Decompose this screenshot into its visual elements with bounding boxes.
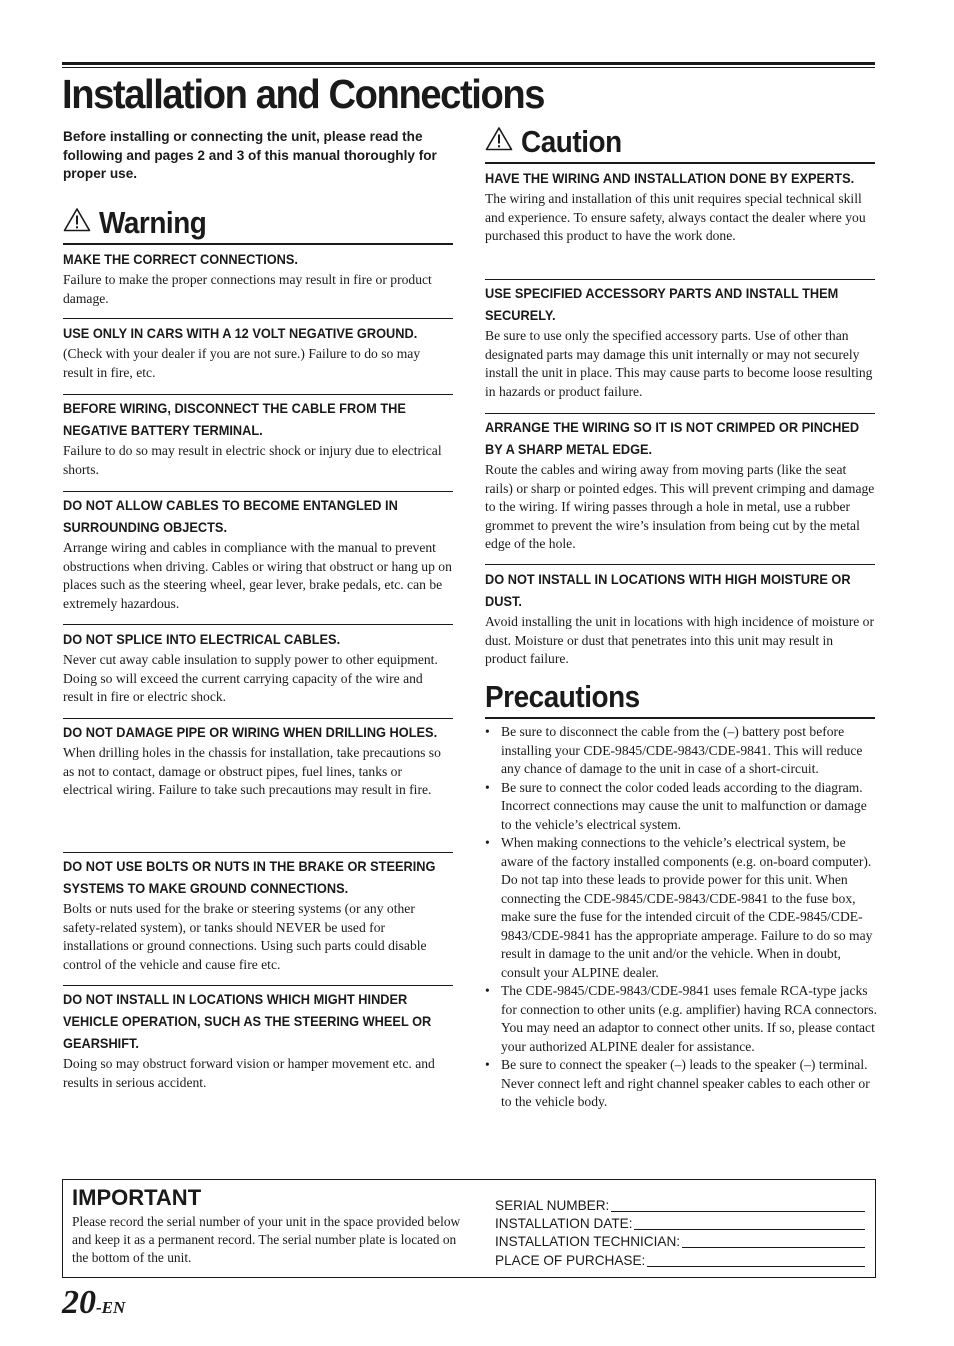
divider [485,413,875,414]
divider [63,852,453,853]
warning-item [63,495,453,613]
caution-triangle-icon [485,121,513,161]
divider [63,718,453,719]
warning-item-heading: DO NOT SPLICE INTO ELECTRICAL CABLES. [63,632,341,647]
warning-heading: Warning [63,203,453,245]
caution-item-heading: HAVE THE WIRING AND INSTALLATION DONE BY EXPERTS. [485,171,855,186]
field-label: INSTALLATION DATE: [495,1216,633,1231]
caution-item-body: Route the cables and wiring away from moving parts (like the seat rails) or sharp or pointed edges. This will prevent crimping and damage to the wiring. If wiring passes through a hole in metal, use a rubber grommet to prevent the wire’s insulation from being cut by the metal edge of the hole. [485,462,875,551]
warning-item-heading: DO NOT DAMAGE PIPE OR WIRING WHEN DRILLING HOLES. [63,725,438,740]
caution-item-body: Avoid installing the unit in locations with high incidence of moisture or dust. Moisture or dust that penetrates into this unit may result in product failure. [485,614,874,666]
page-title: Installation and Connections [62,71,545,117]
warning-item [63,398,453,479]
installation-date-field [495,1214,865,1232]
caution-item [485,283,875,401]
warning-item-body: Bolts or nuts used for the brake or steering systems (or any other safety-related system), or tanks should NEVER be used for installations or ground connections. Using such parts could disable control of the vehicle and cause fire etc. [63,901,427,972]
page-number: 20-EN [62,1284,126,1321]
divider [485,564,875,565]
place-of-purchase-field [495,1251,865,1269]
divider [63,318,453,319]
installation-technician-field [495,1232,865,1250]
write-in-line [634,1229,865,1230]
write-in-line [647,1266,865,1267]
warning-triangle-icon [63,202,91,242]
warning-item-heading: MAKE THE CORRECT CONNECTIONS. [63,252,298,267]
warning-item [63,629,453,707]
warning-item-body: When drilling holes in the chassis for installation, take precautions so as not to contact, damage or obstruct pipes, fuel lines, tanks or electrical wiring. Failure to take such precautions may result in fire. [63,745,441,797]
divider [485,279,875,280]
warning-item-heading: DO NOT INSTALL IN LOCATIONS WHICH MIGHT HINDER VEHICLE OPERATION, SUCH AS THE STEERING WHEEL OR GEARSHIFT. [63,992,432,1051]
field-label: PLACE OF PURCHASE: [495,1253,646,1268]
warning-item-heading: DO NOT ALLOW CABLES TO BECOME ENTANGLED IN SURROUNDING OBJECTS. [63,498,398,535]
warning-item [63,989,453,1092]
precautions-heading: Precautions [485,677,875,719]
list-item: • Be sure to connect the color coded leads according to the diagram. Incorrect connections may cause the unit to malfunction or damage to the vehicle’s electrical system. [485,779,877,835]
caution-heading: Caution [485,122,875,164]
divider [63,985,453,986]
warning-item [63,722,453,800]
important-box [62,1179,876,1278]
warning-item-body: Arrange wiring and cables in compliance with the manual to prevent obstructions when driving. Cables or wiring that obstruct or hang up on places such as the steering wheel, gear lever, brake pedals, etc. can be extremely hazardous. [63,540,452,611]
warning-item-body: (Check with your dealer if you are not sure.) Failure to do so may result in fire, etc. [63,346,421,380]
page-suffix: -EN [96,1298,126,1317]
field-label: SERIAL NUMBER: [495,1198,610,1213]
divider [63,624,453,625]
write-in-line [682,1247,865,1248]
caution-item [485,168,875,246]
warning-item-heading: USE ONLY IN CARS WITH A 12 VOLT NEGATIVE GROUND. [63,326,418,341]
list-item: • Be sure to connect the speaker (–) leads to the speaker (–) terminal. Never connect left and right channel speaker cables to each other or to the vehicle body. [485,1056,877,1112]
list-item: • The CDE-9845/CDE-9843/CDE-9841 uses female RCA-type jacks for connection to other units (e.g. amplifier) having RCA connectors. You may need an adaptor to connect other units. If so, please contact your authorized ALPINE dealer for assistance. [485,982,877,1056]
caution-item-heading: ARRANGE THE WIRING SO IT IS NOT CRIMPED OR PINCHED BY A SHARP METAL EDGE. [485,420,860,457]
important-text: Please record the serial number of your unit in the space provided below and keep it as a permanent record. The serial number plate is located on the bottom of the unit. [72,1214,461,1265]
divider [63,491,453,492]
caution-item-body: Be sure to use only the specified accessory parts. Use of other than designated parts may damage this unit internally or may not securely install the unit in place. This may cause parts to become loose resulting in hazards or product failure. [485,328,873,399]
warning-item-heading: BEFORE WIRING, DISCONNECT THE CABLE FROM THE NEGATIVE BATTERY TERMINAL. [63,401,406,438]
list-item: • When making connections to the vehicle’s electrical system, be aware of the factory installed components (e.g. on-board computer). Do not tap into these leads to provide power for this unit. When connecting the CDE-9845/CDE-9843/CDE-9841 to the fuse box, make sure the fuse for the intended circuit of the CDE-9845/CDE-9843/CDE-9841 has the appropriate amperage. Failure to do so may result in damage to the unit and/or the vehicle. When in doubt, consult your ALPINE dealer. [485,834,877,982]
caution-item [485,417,875,554]
list-item: • Be sure to disconnect the cable from the (–) battery post before installing your CDE-9845/CDE-9843/CDE-9841. This will reduce any chance of damage to the unit in case of a short-circuit. [485,723,877,779]
warning-item-body: Failure to do so may result in electric shock or injury due to electrical shorts. [63,443,442,477]
warning-item [63,249,453,308]
precautions-list [485,723,877,1112]
write-in-line [611,1211,865,1212]
caution-item [485,569,875,669]
serial-number-field [495,1196,865,1214]
warning-item-body: Never cut away cable insulation to supply power to other equipment. Doing so will exceed the current carrying capacity of the wire and result in fire or electric shock. [63,652,438,704]
divider [63,394,453,395]
warning-item-body: Failure to make the proper connections may result in fire or product damage. [63,272,432,306]
top-rule-thick [62,62,875,65]
warning-item [63,856,453,974]
warning-item-heading: DO NOT USE BOLTS OR NUTS IN THE BRAKE OR STEERING SYSTEMS TO MAKE GROUND CONNECTIONS. [63,859,436,896]
warning-item [63,323,453,382]
intro-text: Before installing or connecting the unit, please read the following and pages 2 and 3 of this manual thoroughly for proper use. [63,129,437,181]
field-label: INSTALLATION TECHNICIAN: [495,1234,681,1249]
warning-item-body: Doing so may obstruct forward vision or hamper movement etc. and results in serious accident. [63,1056,435,1090]
important-heading: IMPORTANT [72,1185,202,1210]
caution-item-heading: DO NOT INSTALL IN LOCATIONS WITH HIGH MOISTURE OR DUST. [485,572,851,609]
caution-item-body: The wiring and installation of this unit requires special technical skill and experience. To ensure safety, always contact the dealer where you purchased this product to have the work done. [485,191,866,243]
caution-item-heading: USE SPECIFIED ACCESSORY PARTS AND INSTALL THEM SECURELY. [485,286,839,323]
